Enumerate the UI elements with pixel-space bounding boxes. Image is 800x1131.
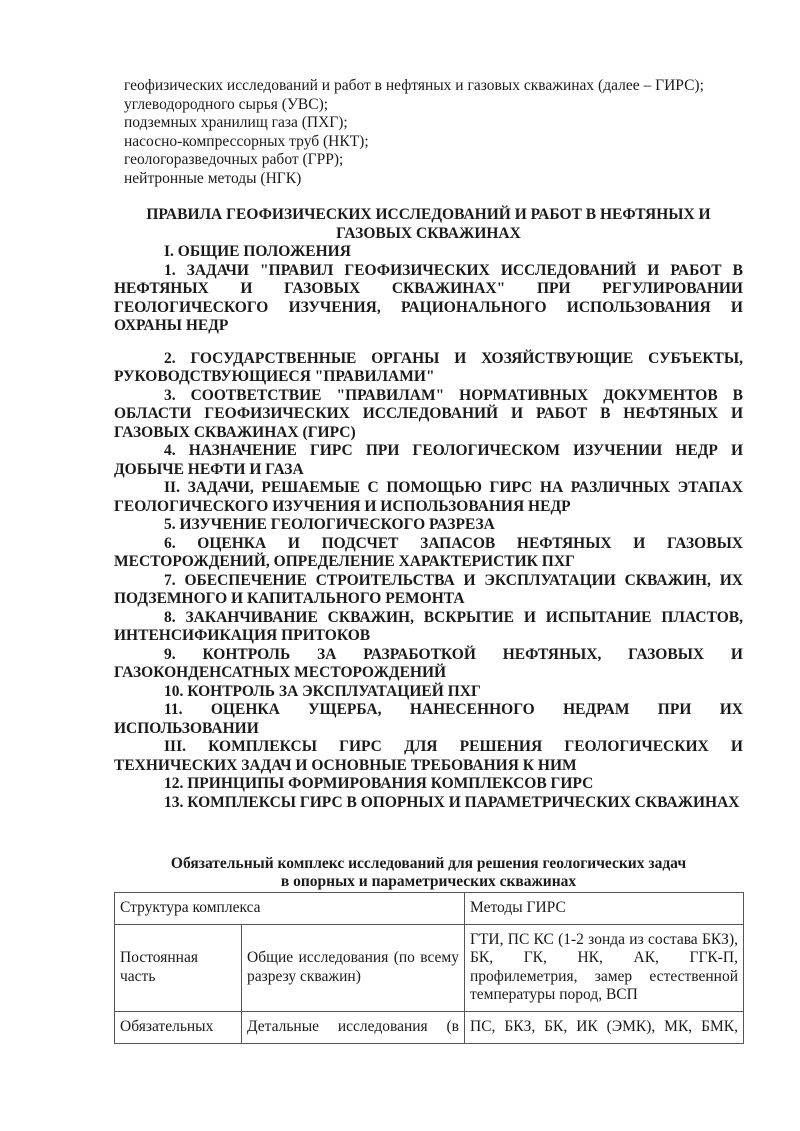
section-heading: 3. СООТВЕТСТВИЕ "ПРАВИЛАМ" НОРМАТИВНЫХ ДОКУМЕНТОВ В ОБЛАСТИ ГЕОФИЗИЧЕСКИХ ИССЛЕДОВАНИЙ И РАБОТ В НЕФТЯНЫХ И ГАЗОВЫХ СКВАЖИНАХ (ГИРС) — [114, 386, 743, 441]
table-caption — [114, 855, 743, 891]
section-heading: 9. КОНТРОЛЬ ЗА РАЗРАБОТКОЙ НЕФТЯНЫХ, ГАЗОВЫХ И ГАЗОКОНДЕНСАТНЫХ МЕСТОРОЖДЕНИЙ — [114, 645, 743, 681]
section-heading: 5. ИЗУЧЕНИЕ ГЕОЛОГИЧЕСКОГО РАЗРЕЗА — [164, 516, 495, 533]
header-methods-cell: Методы ГИРС — [465, 893, 744, 925]
part-cell: Постоянная часть — [115, 924, 242, 1011]
table-of-contents — [114, 206, 743, 812]
research-complex-table — [114, 892, 744, 1044]
part-cell: Обязательных — [115, 1011, 242, 1043]
document-title-line-2: ГАЗОВЫХ СКВАЖИНАХ — [336, 224, 521, 242]
methods-cell: ГТИ, ПС КС (1-2 зонда из состава БКЗ), БК, ГК, НК, АК, ГГК-П, профилеметрия, замер естественной температуры пород, ВСП — [465, 924, 744, 1011]
section-heading: 2. ГОСУДАРСТВЕННЫЕ ОРГАНЫ И ХОЗЯЙСТВУЮЩИЕ СУБЪЕКТЫ, РУКОВОДСТВУЮЩИЕСЯ "ПРАВИЛАМИ" — [114, 349, 743, 385]
section-heading: 13. КОМПЛЕКСЫ ГИРС В ОПОРНЫХ И ПАРАМЕТРИЧЕСКИХ СКВАЖИНАХ — [164, 793, 740, 811]
table-header-row — [115, 893, 744, 925]
research-cell: Детальные исследования (в — [242, 1011, 465, 1043]
document-title-line-1: ПРАВИЛА ГЕОФИЗИЧЕСКИХ ИССЛЕДОВАНИЙ И РАБОТ В НЕФТЯНЫХ И — [146, 206, 711, 223]
abbreviation-list — [124, 77, 704, 189]
section-heading: 8. ЗАКАНЧИВАНИЕ СКВАЖИН, ВСКРЫТИЕ И ИСПЫТАНИЕ ПЛАСТОВ, ИНТЕНСИФИКАЦИЯ ПРИТОКОВ — [114, 608, 743, 644]
section-heading: I. ОБЩИЕ ПОЛОЖЕНИЯ — [164, 243, 351, 260]
section-heading: 6. ОЦЕНКА И ПОДСЧЕТ ЗАПАСОВ НЕФТЯНЫХ И ГАЗОВЫХ МЕСТОРОЖДЕНИЙ, ОПРЕДЕЛЕНИЕ ХАРАКТЕРИСТИК ПХГ — [114, 534, 743, 570]
table-caption-line-1: Обязательный комплекс исследований для решения геологических задач — [170, 855, 687, 872]
abbreviation-item: геофизических исследований и работ в нефтяных и газовых скважинах (далее – ГИРС); — [124, 77, 704, 94]
abbreviation-item: насосно-компрессорных труб (НКТ); — [124, 132, 369, 150]
header-structure-cell: Структура комплекса — [115, 893, 465, 925]
abbreviation-item: углеводородного сырья (УВС); — [124, 95, 329, 113]
section-heading: 4. НАЗНАЧЕНИЕ ГИРС ПРИ ГЕОЛОГИЧЕСКОМ ИЗУЧЕНИИ НЕДР И ДОБЫЧЕ НЕФТИ И ГАЗА — [114, 442, 743, 478]
section-heading: II. ЗАДАЧИ, РЕШАЕМЫЕ С ПОМОЩЬЮ ГИРС НА РАЗЛИЧНЫХ ЭТАПАХ ГЕОЛОГИЧЕСКОГО ИЗУЧЕНИЯ И ИСПОЛЬЗОВАНИЯ НЕДР — [114, 479, 743, 515]
abbreviation-item: геологоразведочных работ (ГРР); — [124, 151, 344, 169]
table-caption-line-2: в опорных и параметрических скважинах — [280, 873, 577, 890]
section-heading: III. КОМПЛЕКСЫ ГИРС ДЛЯ РЕШЕНИЯ ГЕОЛОГИЧЕСКИХ И ТЕХНИЧЕСКИХ ЗАДАЧ И ОСНОВНЫЕ ТРЕБОВАНИЯ К НИМ — [114, 738, 743, 774]
section-heading: 12. ПРИНЦИПЫ ФОРМИРОВАНИЯ КОМПЛЕКСОВ ГИРС — [164, 775, 594, 792]
abbreviation-item: нейтронные методы (НГК) — [124, 169, 302, 187]
research-cell: Общие исследования (по всему разрезу скважин) — [242, 924, 465, 1011]
section-heading: 10. КОНТРОЛЬ ЗА ЭКСПЛУАТАЦИЕЙ ПХГ — [164, 682, 481, 700]
section-heading: 7. ОБЕСПЕЧЕНИЕ СТРОИТЕЛЬСТВА И ЭКСПЛУАТАЦИИ СКВАЖИН, ИХ ПОДЗЕМНОГО И КАПИТАЛЬНОГО РЕМОНТА — [114, 571, 743, 607]
table-row — [115, 924, 744, 1011]
section-heading: 1. ЗАДАЧИ "ПРАВИЛ ГЕОФИЗИЧЕСКИХ ИССЛЕДОВАНИЙ И РАБОТ В НЕФТЯНЫХ И ГАЗОВЫХ СКВАЖИНАХ" ПРИ РЕГУЛИРОВАНИИ ГЕОЛОГИЧЕСКОГО ИЗУЧЕНИЯ, РАЦИОНАЛЬНОГО ИСПОЛЬЗОВАНИЯ И ОХРАНЫ НЕДР — [114, 261, 743, 334]
spacer — [114, 336, 743, 350]
section-heading: 11. ОЦЕНКА УЩЕРБА, НАНЕСЕННОГО НЕДРАМ ПРИ ИХ ИСПОЛЬЗОВАНИИ — [114, 701, 743, 737]
table-row — [115, 1011, 744, 1043]
abbreviation-item: подземных хранилищ газа (ПХГ); — [124, 114, 348, 132]
methods-cell: ПС, БКЗ, БК, ИК (ЭМК), МК, БМК, — [465, 1011, 744, 1043]
